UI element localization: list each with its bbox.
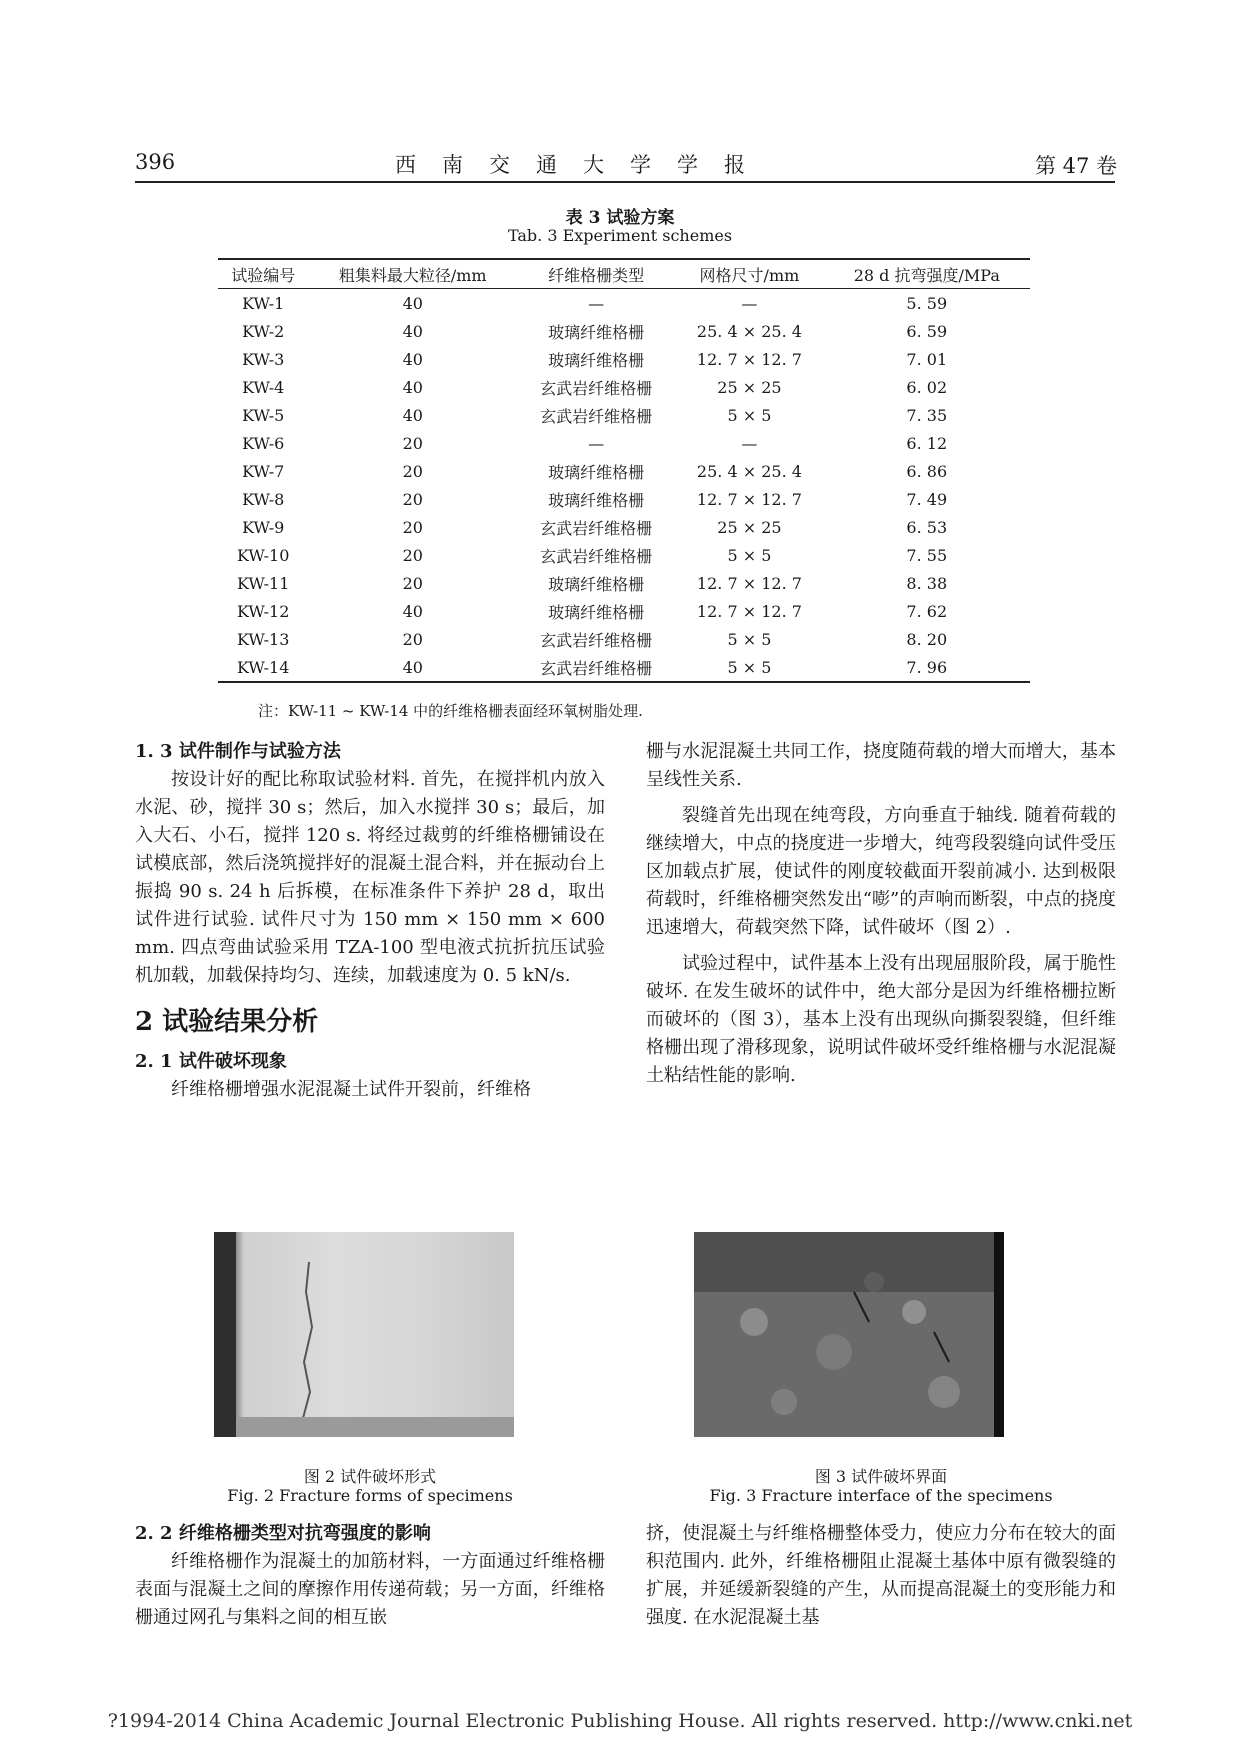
cell-id: KW-1 [242,293,285,313]
cell-grid-type: 玄武岩纤维格栅 [517,653,675,682]
right-column-lower [646,1520,1116,1632]
cell-strength: 7. 49 [906,489,948,509]
table-row [218,541,1030,569]
table-row [218,597,1030,625]
section-2-1-paragraph: 纤维格栅增强水泥混凝土试件开裂前，纤维格 [171,1079,531,1100]
cell-mesh-size: — [741,293,758,313]
table-row [218,569,1030,597]
figure-3-border [994,1232,1004,1437]
left-column-lower [135,1520,605,1632]
figure-3-photo [694,1232,994,1437]
table-row [218,429,1030,457]
cell-strength: 7. 96 [824,653,1030,682]
cell-strength: 6. 59 [906,321,948,341]
cell-id: KW-6 [242,433,285,453]
cell-strength: 6. 86 [906,461,948,481]
figure-2-photo [214,1232,514,1437]
cell-grid-type: — [588,433,605,453]
section-2-1-heading: 2. 1 试件破坏现象 [135,1051,287,1072]
cell-strength: 7. 62 [906,601,948,621]
cell-mesh-size: 25 × 25 [717,377,782,397]
table-body [218,289,1030,683]
cell-aggregate: 20 [402,545,423,565]
cell-strength: 6. 02 [906,377,948,397]
table-row [218,373,1030,401]
cell-id: KW-2 [242,321,285,341]
cell-aggregate: 40 [402,293,423,313]
table-row [218,653,1030,682]
cell-id: KW-7 [242,461,285,481]
cell-mesh-size: 12. 7 × 12. 7 [696,349,802,369]
volume-label: 第 47 卷 [1035,154,1118,178]
copyright-footer: ?1994-2014 China Academic Journal Electronic Publishing House. All rights reserved. http://www.cnki.net [107,1710,1133,1732]
table-row [218,345,1030,373]
cell-grid-type: 玻璃纤维格栅 [548,574,645,594]
cell-id: KW-4 [242,377,285,397]
cell-strength: 7. 55 [906,545,948,565]
cell-id: KW-12 [236,601,290,621]
col-header-strength: 28 d 抗弯强度/MPa [824,259,1030,289]
col-header-aggregate: 粗集料最大粒径/mm [308,259,517,289]
cell-mesh-size: 5 × 5 [727,545,772,565]
table-header-row [218,259,1030,289]
cell-mesh-size: 25. 4 × 25. 4 [696,461,802,481]
crack-illustration [214,1232,514,1437]
cell-mesh-size: 25 × 25 [717,517,782,537]
cell-id: KW-9 [242,517,285,537]
section-2-2-paragraph: 纤维格栅作为混凝土的加筋材料，一方面通过纤维格栅表面与混凝土之间的摩擦作用传递荷载；另一方面，纤维格栅通过网孔与集料之间的相互嵌 [135,1551,605,1628]
cell-aggregate: 20 [402,433,423,453]
cell-strength: 7. 01 [906,349,948,369]
cell-grid-type: 玻璃纤维格栅 [548,462,645,482]
left-column-upper [135,738,605,1104]
cell-mesh-size: — [741,433,758,453]
cell-grid-type: 玄武岩纤维格栅 [540,518,653,538]
cell-grid-type: 玄武岩纤维格栅 [540,630,653,650]
cell-mesh-size: 5 × 5 [675,653,823,682]
cell-aggregate: 40 [402,349,423,369]
table-row [218,513,1030,541]
table-title: 表 3 试验方案 [565,208,675,228]
journal-title: 西南交通大学学报 [395,153,771,177]
cell-aggregate: 40 [402,377,423,397]
page-number: 396 [135,150,176,174]
cell-strength: 5. 59 [906,293,948,313]
figure-3-caption-en: Fig. 3 Fracture interface of the specimens [709,1486,1053,1505]
figure-2-caption: 图 2 试件破坏形式 [303,1467,437,1486]
section-2-heading: 2 试验结果分析 [135,1007,319,1037]
paragraph-continuation: 栅与水泥混凝土共同工作，挠度随荷载的增大而增大，基本呈线性关系. [646,741,1116,790]
cell-grid-type: 玻璃纤维格栅 [548,490,645,510]
cell-grid-type: 玄武岩纤维格栅 [540,406,653,426]
section-2-2-heading: 2. 2 纤维格栅类型对抗弯强度的影响 [135,1523,431,1544]
cell-grid-type: 玻璃纤维格栅 [548,602,645,622]
cell-aggregate: 40 [308,653,517,682]
cell-strength: 8. 20 [906,629,948,649]
header-rule [135,181,1115,183]
cell-mesh-size: 12. 7 × 12. 7 [696,573,802,593]
cell-aggregate: 20 [402,629,423,649]
col-header-id: 试验编号 [218,259,308,289]
table-row [218,289,1030,318]
cell-id: KW-13 [236,629,290,649]
cell-strength: 6. 53 [906,517,948,537]
right-column-upper [646,738,1116,1090]
table-row [218,625,1030,653]
cell-aggregate: 20 [402,489,423,509]
col-header-mesh-size: 网格尺寸/mm [675,259,823,289]
cell-grid-type: — [588,293,605,313]
section-1-3-heading: 1. 3 试件制作与试验方法 [135,741,341,762]
cell-strength: 6. 12 [906,433,948,453]
cell-mesh-size: 25. 4 × 25. 4 [696,321,802,341]
table-row [218,401,1030,429]
cell-grid-type: 玻璃纤维格栅 [548,350,645,370]
cell-mesh-size: 12. 7 × 12. 7 [696,489,802,509]
col-header-grid-type: 纤维格栅类型 [517,259,675,289]
figure-2-caption-en: Fig. 2 Fracture forms of specimens [227,1486,513,1505]
cell-aggregate: 20 [402,517,423,537]
cell-id: KW-5 [242,405,285,425]
figure-3-caption: 图 3 试件破坏界面 [814,1467,948,1486]
section-1-3-paragraph: 按设计好的配比称取试验材料. 首先，在搅拌机内放入水泥、砂，搅拌 30 s；然后，加入水搅拌 30 s；最后，加入大石、小石，搅拌 120 s. 将经过裁剪的纤维格栅铺设在试模底部，然后浇筑搅拌好的混凝土混合料，并在振动台上振捣 90 s. 24 h 后拆模，在标准条件下养护 28 d，取出试件进行试验. 试件尺寸为 150 mm × 150 mm × 600 mm. 四点弯曲试验采用 TZA-100 型电液式抗折抗压试验机加载，加载保持均匀、连续，加载速度为 0. 5 kN/s. [135,769,605,986]
table-row [218,457,1030,485]
cell-aggregate: 40 [402,321,423,341]
cell-id: KW-14 [218,653,308,682]
cell-mesh-size: 5 × 5 [727,629,772,649]
cell-mesh-size: 5 × 5 [727,405,772,425]
cell-mesh-size: 12. 7 × 12. 7 [696,601,802,621]
cell-id: KW-3 [242,349,285,369]
cell-id: KW-8 [242,489,285,509]
cell-strength: 8. 38 [906,573,948,593]
table-title-en: Tab. 3 Experiment schemes [507,226,733,245]
table-row [218,317,1030,345]
cell-aggregate: 40 [402,601,423,621]
fracture-texture [694,1232,994,1437]
experiment-table [218,258,1030,683]
cell-strength: 7. 35 [906,405,948,425]
paragraph-continuation-2: 挤，使混凝土与纤维格栅整体受力，使应力分布在较大的面积范围内. 此外，纤维格栅阻止混凝土基体中原有微裂缝的扩展，并延缓新裂缝的产生，从而提高混凝土的变形能力和强度. 在水泥混凝土基 [646,1523,1116,1628]
paragraph-brittle-failure: 试验过程中，试件基本上没有出现屈服阶段，属于脆性破坏. 在发生破坏的试件中，绝大部分是因为纤维格栅拉断而破坏的（图 3），基本上没有出现纵向撕裂裂缝，但纤维格栅出现了滑移现象，说明试件破坏受纤维格栅与水泥混凝土粘结性能的影响. [646,953,1116,1086]
cell-id: KW-10 [236,545,290,565]
cell-aggregate: 20 [402,573,423,593]
cell-aggregate: 20 [402,461,423,481]
cell-grid-type: 玻璃纤维格栅 [548,322,645,342]
cell-grid-type: 玄武岩纤维格栅 [540,378,653,398]
cell-aggregate: 40 [402,405,423,425]
cell-id: KW-11 [236,573,290,593]
table-row [218,485,1030,513]
cell-grid-type: 玄武岩纤维格栅 [540,546,653,566]
table-note: 注：KW-11 ~ KW-14 中的纤维格栅表面经环氧树脂处理. [258,702,643,720]
paragraph-crack: 裂缝首先出现在纯弯段，方向垂直于轴线. 随着荷载的继续增大，中点的挠度进一步增大，纯弯段裂缝向试件受压区加载点扩展，使试件的刚度较截面开裂前减小. 达到极限荷载时，纤维格栅突然发出“嘭”的声响而断裂，中点的挠度迅速增大，荷载突然下降，试件破坏（图 2）. [646,805,1116,938]
